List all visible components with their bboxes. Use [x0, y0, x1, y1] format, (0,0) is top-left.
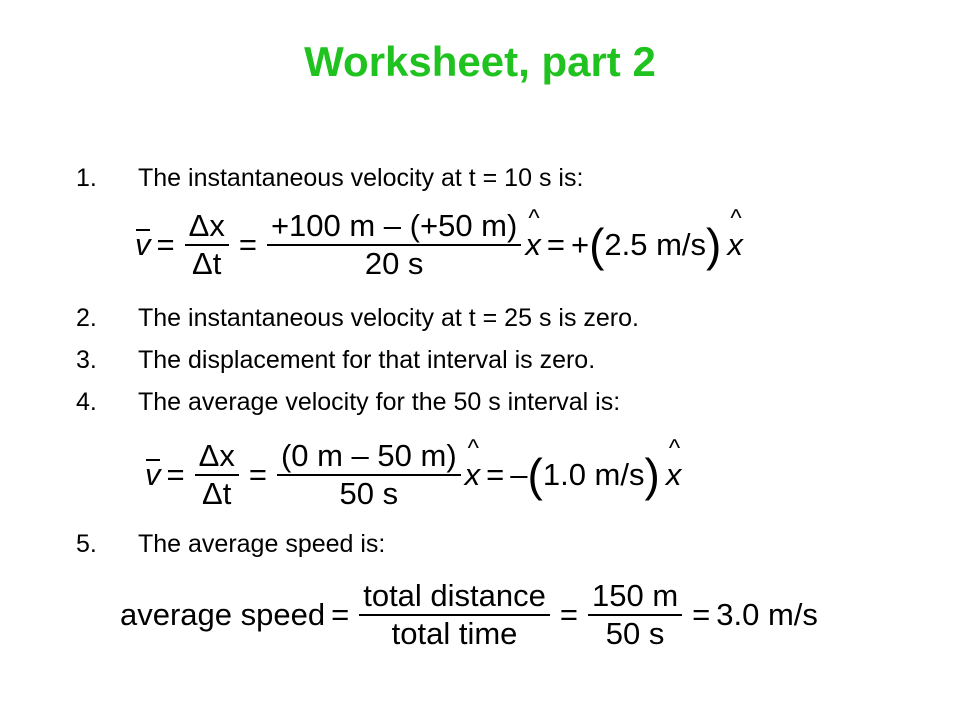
eq1-sign: + [570, 227, 590, 262]
eq1-frac-values [267, 208, 521, 282]
eq1-numerator: +100 m – (+50 m) [270, 208, 518, 243]
eq1-x-hat-2: ^ x [727, 227, 743, 263]
eq1-dx: Δx [188, 208, 225, 243]
equation-average-speed: average speed = $\frac{\text{total distance}}{\text{total time}}$ = $\frac{150 m}{50 s}$ = 3.0 m/s [120, 578, 818, 651]
eq3-lhs: average speed [120, 597, 326, 632]
eq1-frac-dx-dt [185, 208, 229, 282]
eq2-frac-values [277, 438, 461, 512]
eq3-numerator-2: 150 m [592, 578, 679, 613]
eq2-dt: Δt [202, 476, 232, 511]
item-number: 5. [76, 530, 97, 558]
eq3-denominator-1: total time [391, 616, 518, 651]
eq3-denominator-2: 50 s [605, 616, 665, 651]
item-text: The displacement for that interval is zero. [138, 346, 596, 374]
item-number: 4. [76, 388, 97, 416]
list-item-1 [76, 164, 583, 193]
item-text: The instantaneous velocity at t = 25 s is zero. [138, 304, 639, 332]
list-item-3 [76, 346, 595, 375]
eq3-frac-distance-time [359, 578, 550, 652]
item-number: 1. [76, 164, 97, 192]
eq1-dt: Δt [192, 246, 222, 281]
eq1-denominator: 20 s [364, 246, 424, 281]
eq1-v: v [135, 227, 151, 262]
eq3-result: 3.0 m/s [716, 597, 818, 632]
item-number: 3. [76, 346, 97, 374]
list-item-2 [76, 304, 639, 333]
item-text: The average velocity for the 50 s interval is: [138, 388, 621, 416]
eq2-frac-dx-dt [195, 438, 239, 512]
eq3-numerator-1: total distance [363, 578, 546, 613]
item-text: The average speed is: [138, 530, 386, 558]
eq2-denominator: 50 s [339, 476, 399, 511]
eq2-x-hat: ^ x [465, 457, 481, 493]
list-item-4 [76, 388, 620, 417]
eq3-frac-values [588, 578, 682, 652]
eq2-dx: Δx [198, 438, 235, 473]
eq2-v: v [145, 457, 161, 492]
eq1-value: 2.5 m/s [604, 227, 707, 262]
item-number: 2. [76, 304, 97, 332]
list-item-5 [76, 530, 385, 559]
eq2-numerator: (0 m – 50 m) [280, 438, 457, 473]
eq2-x-hat-2: ^ x [666, 457, 682, 493]
item-text: The instantaneous velocity at t = 10 s is: [138, 164, 584, 192]
eq1-x-hat: ^ x [525, 227, 541, 263]
equation-average-velocity: v = $\frac{\Delta x}{\Delta t}$ = $\frac{(0 m - 50 m)}{50 s}$ ^ x = – ( 1.0 m/s ) ^ x [145, 438, 681, 512]
slide-title: Worksheet, part 2 [304, 38, 656, 85]
equation-instantaneous-velocity: v = $\frac{\Delta x}{\Delta t}$ = $\frac{+100 m - (+50 m)}{20 s}$ ^ x = + ( 2.5 m/s ) ^ x [135, 208, 743, 282]
eq2-sign: – [510, 457, 528, 492]
eq2-value: 1.0 m/s [542, 457, 645, 492]
